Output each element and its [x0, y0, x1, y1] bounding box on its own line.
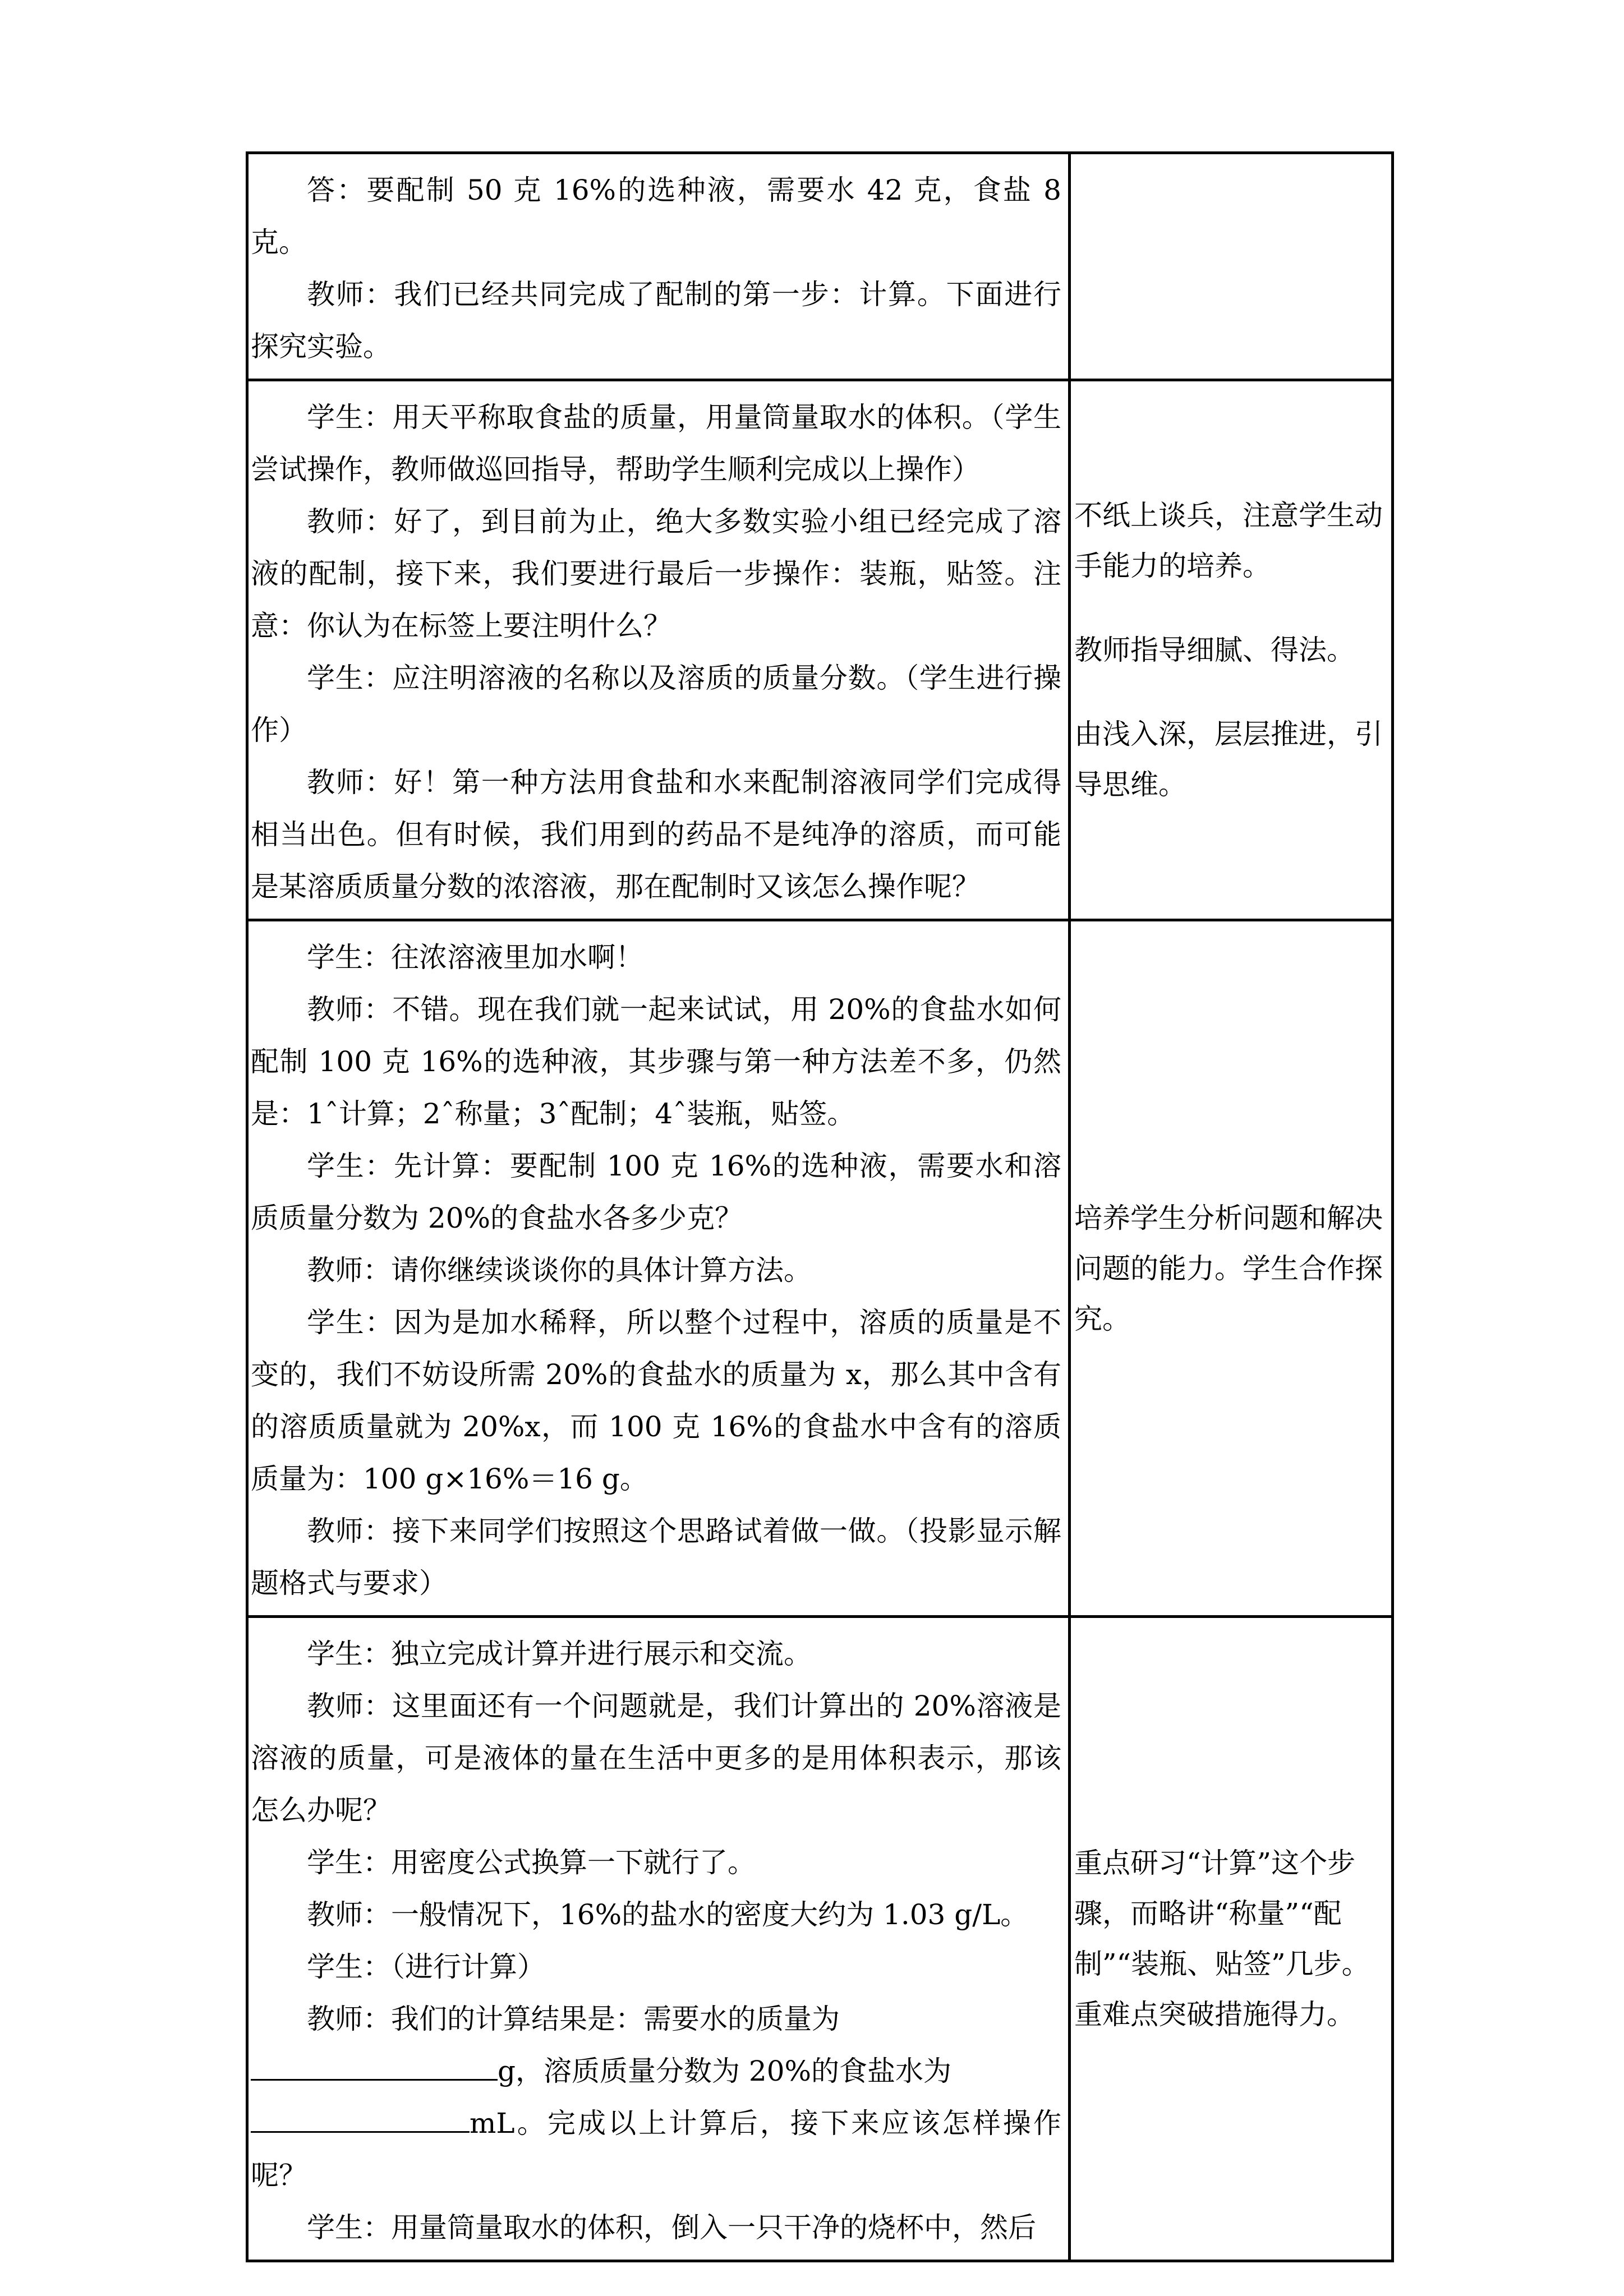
- table-row: [247, 1617, 1393, 2261]
- dialogue-paragraph: 学生：因为是加水稀释，所以整个过程中，溶质的质量是不变的，我们不妨设所需 20%的食盐水的质量为 x，那么其中含有的溶质质量就为 20%x，而 100 克 16%的食盐水中含有的溶质质量为：100 g×16%＝16 g。: [251, 1306, 1061, 1495]
- teaching-note: 不纸上谈兵，注意学生动手能力的培养。: [1074, 499, 1383, 582]
- fill-blank-line: [251, 2045, 1061, 2097]
- dialogue-paragraph: 教师：我们的计算结果是：需要水的质量为: [307, 2003, 840, 2035]
- teaching-note: 重点研习“计算”这个步骤，而略讲“称量”“配制”“装瓶、贴签”几步。重难点突破措施得力。: [1074, 1847, 1370, 2031]
- teaching-note: 由浅入深，层层推进，引导思维。: [1074, 718, 1383, 801]
- dialogue-cell: [247, 1617, 1070, 2261]
- dialogue-paragraph: 教师：我们已经共同完成了配制的第一步：计算。下面进行探究实验。: [251, 278, 1061, 363]
- note-cell: [1070, 920, 1393, 1617]
- dialogue-cell: [247, 380, 1070, 920]
- dialogue-paragraph: 教师：一般情况下，16%的盐水的密度大约为 1.03 g/L。: [307, 1898, 1029, 1931]
- note-cell: [1070, 380, 1393, 920]
- fill-blank-line: [251, 2097, 1061, 2202]
- teaching-note: 培养学生分析问题和解决问题的能力。学生合作探究。: [1074, 1201, 1383, 1335]
- dialogue-paragraph: 学生：用密度公式换算一下就行了。: [307, 1846, 756, 1879]
- note-cell: [1070, 153, 1393, 380]
- dialogue-paragraph: 答：要配制 50 克 16%的选种液，需要水 42 克，食盐 8 克。: [251, 174, 1061, 259]
- dialogue-paragraph: 教师：不错。现在我们就一起来试试，用 20%的食盐水如何配制 100 克 16%的选种液，其步骤与第一种方法差不多，仍然是：1ˆ计算；2ˆ称量；3ˆ配制；4ˆ装瓶，贴签。: [251, 993, 1061, 1130]
- dialogue-paragraph: 学生：用量筒量取水的体积，倒入一只干净的烧杯中，然后: [307, 2211, 1036, 2244]
- dialogue-paragraph: 学生：独立完成计算并进行展示和交流。: [307, 1638, 812, 1670]
- dialogue-paragraph: 学生：往浓溶液里加水啊！: [307, 941, 643, 974]
- dialogue-paragraph: 学生：用天平称取食盐的质量，用量筒量取水的体积。（学生尝试操作，教师做巡回指导，帮助学生顺利完成以上操作）: [251, 401, 1061, 486]
- lesson-table: [246, 151, 1394, 2262]
- dialogue-cell: [247, 153, 1070, 380]
- table-row: [247, 380, 1393, 920]
- dialogue-paragraph: 教师：接下来同学们按照这个思路试着做一做。（投影显示解题格式与要求）: [251, 1515, 1061, 1599]
- dialogue-paragraph: 教师：这里面还有一个问题就是，我们计算出的 20%溶液是溶液的质量，可是液体的量在生活中更多的是用体积表示，那该怎么办呢？: [251, 1690, 1061, 1827]
- table-row: [247, 920, 1393, 1617]
- table-row: [247, 153, 1393, 380]
- dialogue-cell: [247, 920, 1070, 1617]
- blank-suffix: g，溶质质量分数为 20%的食盐水为: [498, 2055, 952, 2087]
- answer-blank[interactable]: [251, 2051, 498, 2081]
- answer-blank[interactable]: [251, 2103, 470, 2133]
- dialogue-paragraph: 教师：请你继续谈谈你的具体计算方法。: [307, 1254, 812, 1287]
- dialogue-paragraph: 学生：（进行计算）: [307, 1951, 545, 1983]
- teaching-note: 教师指导细腻、得法。: [1074, 634, 1355, 666]
- dialogue-paragraph: 教师：好！第一种方法用食盐和水来配制溶液同学们完成得相当出色。但有时候，我们用到的药品不是纯净的溶质，而可能是某溶质质量分数的浓溶液，那在配制时又该怎么操作呢？: [251, 766, 1061, 903]
- dialogue-paragraph: 学生：应注明溶液的名称以及溶质的质量分数。（学生进行操作）: [251, 662, 1061, 746]
- blank-suffix: mL。完成以上计算后，接下来应该怎样操作呢？: [251, 2107, 1061, 2192]
- note-cell: [1070, 1617, 1393, 2261]
- dialogue-paragraph: 学生：先计算：要配制 100 克 16%的选种液，需要水和溶质质量分数为 20%的食盐水各多少克？: [251, 1150, 1061, 1234]
- dialogue-paragraph: 教师：好了，到目前为止，绝大多数实验小组已经完成了溶液的配制，接下来，我们要进行最后一步操作：装瓶，贴签。注意：你认为在标签上要注明什么？: [251, 505, 1061, 642]
